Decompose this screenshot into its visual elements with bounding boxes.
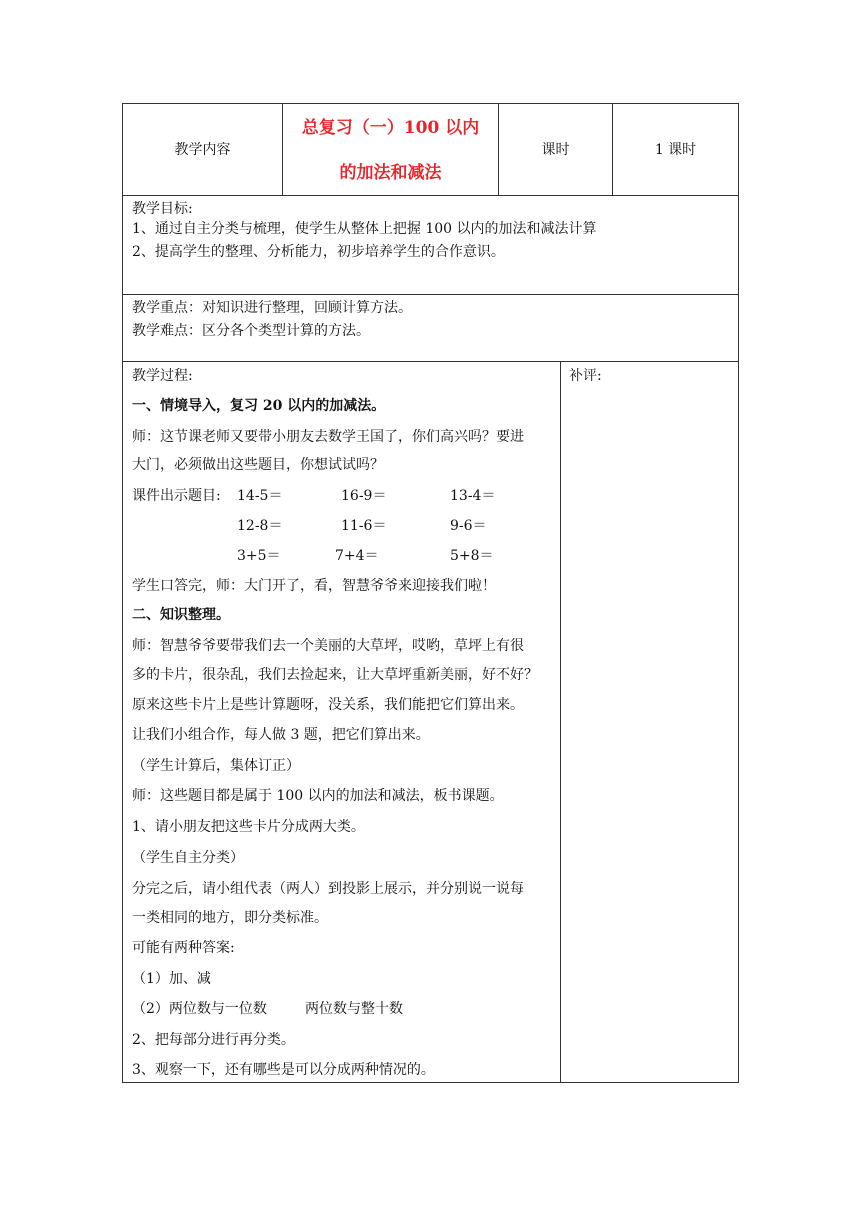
exercise-item: 11-6＝ [341,518,387,534]
table-border-right [738,103,739,1083]
label-teaching-content: 教学内容 [174,142,231,158]
objective-item: 2、提高学生的整理、分析能力，初步培养学生的合作意识。 [132,244,505,260]
section-1-title: 一、情境导入，复习 20 以内的加减法。 [132,398,386,414]
paragraph: 大门，必须做出这些题目，你想试试吗？ [132,457,384,473]
exercise-item: 7+4＝ [335,548,379,564]
exercise-prefix: 课件出示题目: [132,488,221,504]
exercise-item: 12-8＝ [237,518,283,534]
paragraph: 分完之后，请小组代表（两人）到投影上展示，并分别说一说每 [132,881,524,897]
difficulty: 教学难点：区分各个类型计算的方法。 [132,323,370,339]
comment-col-divider [560,361,561,1083]
paragraph: 可能有两种答案: [132,940,235,956]
table-border-left [122,103,123,1083]
paragraph: 2、把每部分进行再分类。 [132,1032,295,1048]
exercise-item: 9-6＝ [450,518,487,534]
objective-item: 1、通过自主分类与梳理，使学生从整体上把握 100 以内的加法和减法计算 [132,221,597,237]
paragraph: 原来这些卡片上是些计算题呀，没关系，我们能把它们算出来。 [132,697,524,713]
paragraph: 学生口答完，师：大门开了，看，智慧爷爷来迎接我们啦！ [132,578,496,594]
paragraph: （学生自主分类） [132,850,244,866]
section-2-title: 二、知识整理。 [132,607,230,623]
table-row-divider [122,294,739,295]
exercise-item: 5+8＝ [450,548,494,564]
paragraph: 师：这节课老师又要带小朋友去数学王国了，你们高兴吗？要进 [132,429,524,445]
paragraph: （学生计算后，集体订正） [132,758,300,774]
paragraph: （1）加、减 [132,971,211,987]
process-heading: 教学过程: [132,368,193,384]
table-row-divider [122,195,739,196]
table-border-top [122,103,739,104]
paragraph: 一类相同的地方，即分类标准。 [132,910,328,926]
table-border-bottom [122,1082,739,1083]
paragraph: 多的卡片，很杂乱，我们去捡起来，让大草坪重新美丽，好不好？ [132,667,538,683]
exercise-item: 13-4＝ [450,488,496,504]
paragraph: 3、观察一下，还有哪些是可以分成两种情况的。 [132,1062,435,1078]
paragraph: 让我们小组合作，每人做 3 题，把它们算出来。 [132,727,430,743]
objectives-heading: 教学目标: [132,201,193,217]
lesson-title-line1: 总复习（一）100 以内 [301,118,480,138]
comment-label: 补评: [569,368,602,384]
label-period: 课时 [541,142,570,158]
paragraph: 师：智慧爷爷要带我们去一个美丽的大草坪，哎哟，草坪上有很 [132,638,524,654]
lesson-title-line2: 的加法和减法 [339,163,442,183]
paragraph: 1、请小朋友把这些卡片分成两大类。 [132,819,365,835]
exercise-item: 14-5＝ [237,488,283,504]
key-point: 教学重点：对知识进行整理，回顾计算方法。 [132,300,412,316]
exercise-item: 16-9＝ [341,488,387,504]
paragraph: （2）两位数与一位数 [132,1001,267,1017]
paragraph: 师：这些题目都是属于 100 以内的加法和减法，板书课题。 [132,788,504,804]
table-row-divider [122,361,739,362]
exercise-item: 3+5＝ [237,548,281,564]
paragraph: 两位数与整十数 [305,1001,403,1017]
period-value: 1 课时 [654,142,697,158]
